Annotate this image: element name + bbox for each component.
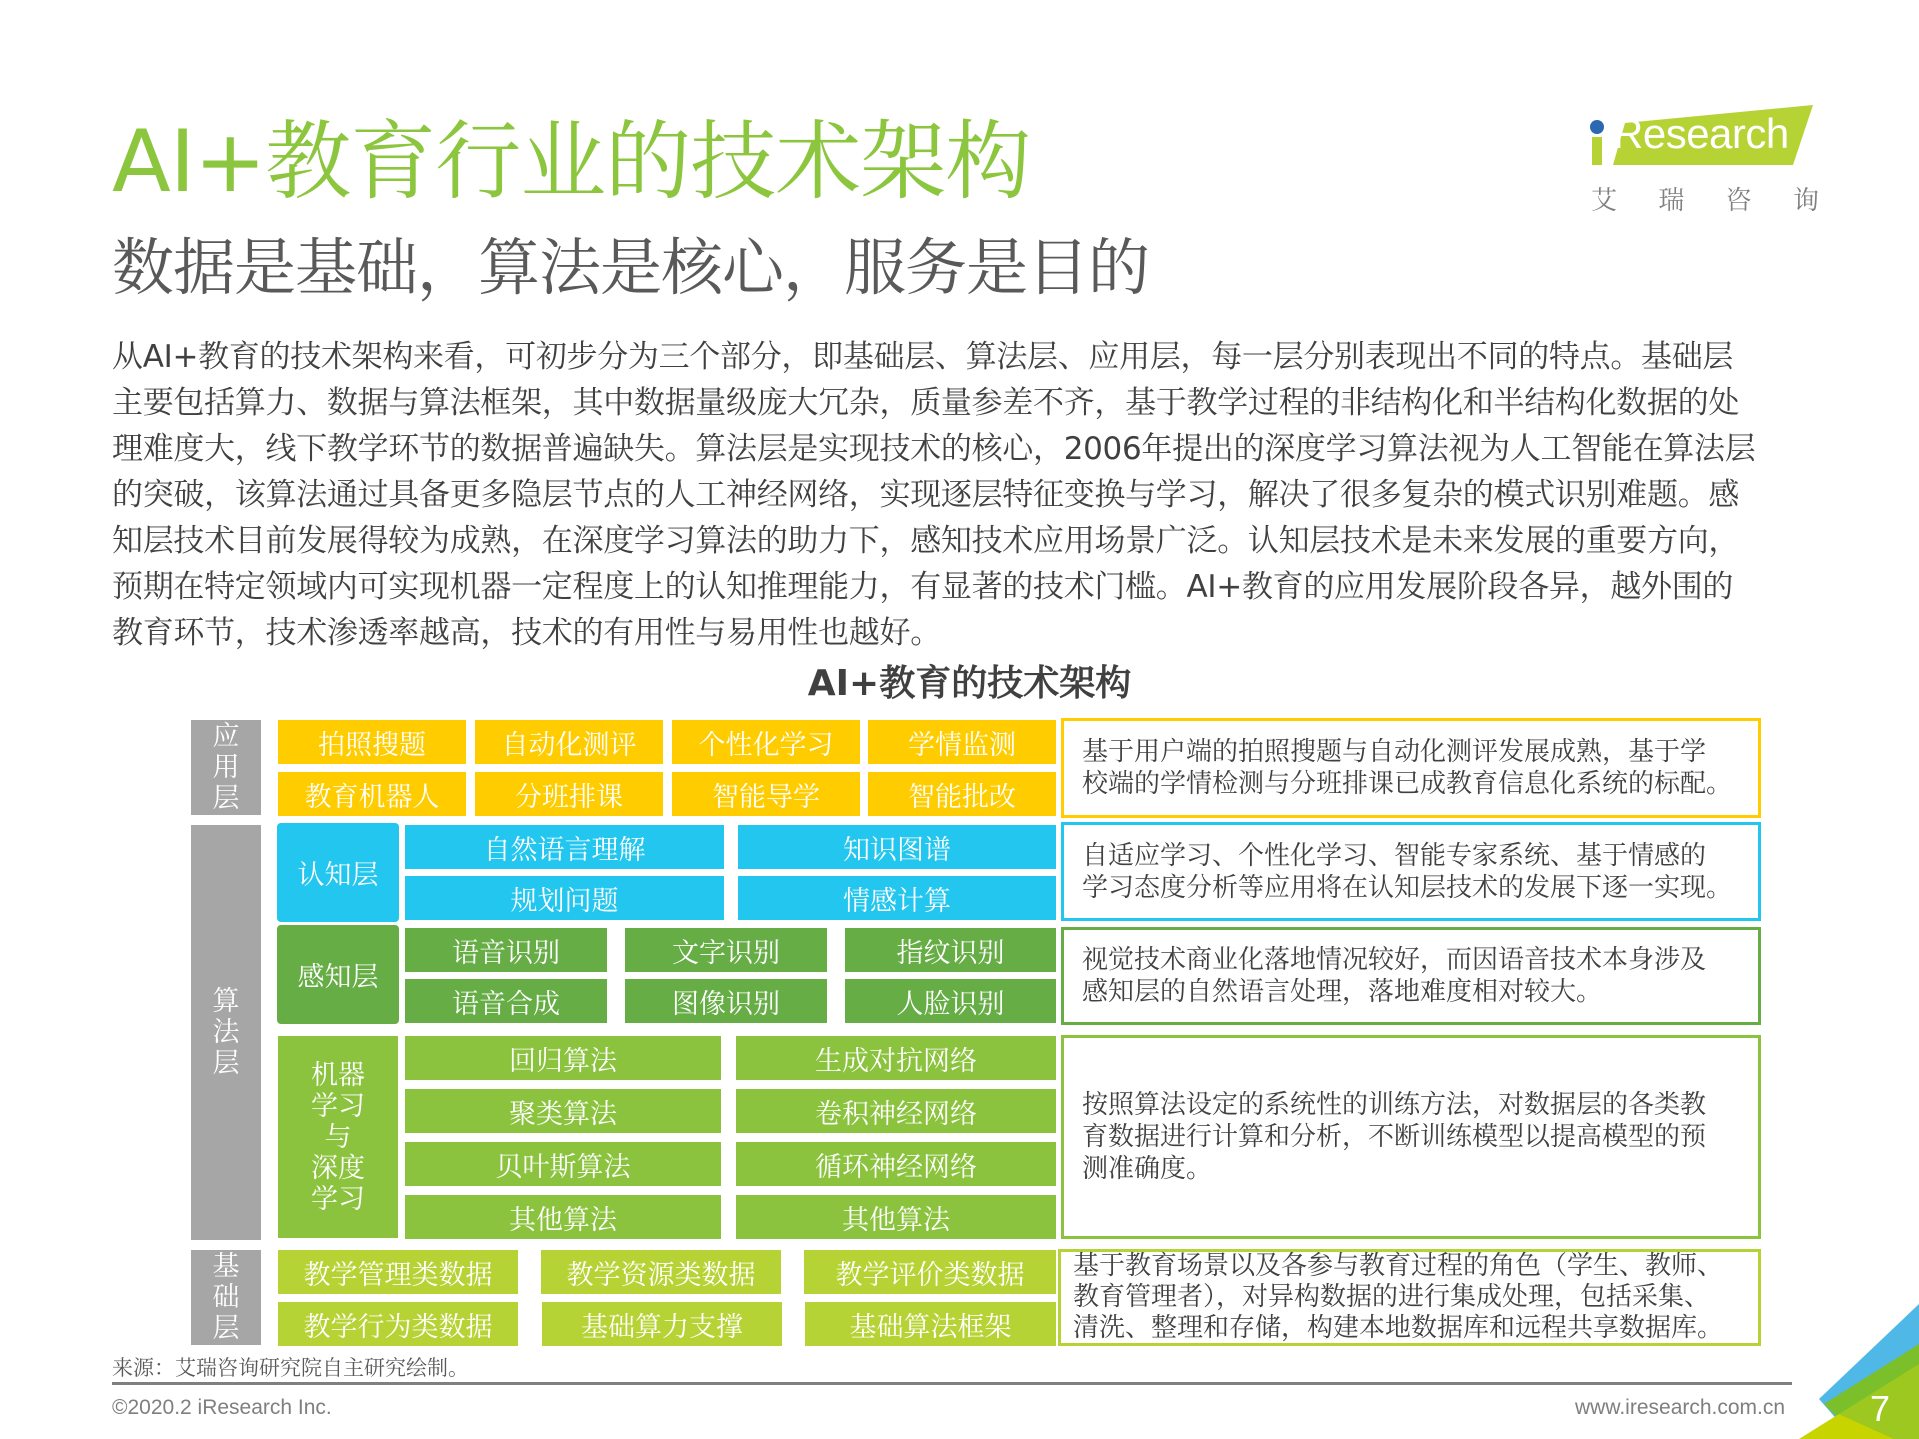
- cognitive-item: 知识图谱: [738, 825, 1056, 869]
- corner-decoration-icon: [1799, 1304, 1919, 1439]
- description-line: 教育管理者），对异构数据的进行集成处理，包括采集、: [1073, 1282, 1711, 1312]
- logo-char: 瑞: [1658, 186, 1685, 216]
- logo-i-dot-icon: [1590, 120, 1604, 134]
- app-item: 个性化学习: [672, 720, 860, 764]
- website-link[interactable]: www.iresearch.com.cn: [1575, 1396, 1786, 1419]
- label-char: 算: [212, 986, 240, 1017]
- paragraph-line: 知层技术目前发展得较为成熟，在深度学习算法的助力下，感知技术应用场景广泛。认知层技术是未来发展的重要方向，: [112, 523, 1740, 559]
- description-line: 测准确度。: [1082, 1154, 1213, 1184]
- description-line: 校端的学情检测与分班排课已成教育信息化系统的标配。: [1082, 769, 1733, 799]
- copyright: ©2020.2 iResearch Inc.: [112, 1396, 332, 1419]
- diagram-title: AI+教育的技术架构: [807, 663, 1132, 704]
- paragraph-line: 预期在特定领域内可实现机器一定程度上的认知推理能力，有显著的技术门槛。AI+教育的应用发展阶段各异，越外围的: [112, 569, 1734, 605]
- label-line: 学习: [311, 1090, 365, 1122]
- description-line: 育数据进行计算和分析，不断训练模型以提高模型的预: [1082, 1122, 1707, 1152]
- foundation-item: 基础算法框架: [805, 1302, 1056, 1346]
- paragraph-line: 理难度大，线下教学环节的数据普遍缺失。算法层是实现技术的核心，2006年提出的深度学习算法视为人工智能在算法层: [112, 431, 1756, 467]
- layer-label-application: [191, 720, 261, 815]
- app-item: 自动化测评: [475, 720, 663, 764]
- ml-item: 聚类算法: [405, 1089, 721, 1133]
- foundation-item: 教学管理类数据: [278, 1250, 518, 1294]
- label-char: 应: [212, 721, 240, 752]
- app-item: 智能批改: [868, 772, 1056, 816]
- paragraph-line: 从AI+教育的技术架构来看，可初步分为三个部分，即基础层、算法层、应用层，每一层分别表现出不同的特点。基础层: [112, 339, 1734, 375]
- logo-brand-text: Research: [1613, 110, 1789, 157]
- description-line: 基于教育场景以及各参与教育过程的角色（学生、教师、: [1073, 1251, 1724, 1281]
- paragraph-line: 主要包括算力、数据与算法框架，其中数据量级庞大冗杂，质量参差不齐，基于教学过程的非结构化和半结构化数据的处: [112, 385, 1740, 421]
- description-line: 视觉技术商业化落地情况较好，而因语音技术本身涉及: [1082, 945, 1707, 975]
- perception-description: [1061, 927, 1761, 1025]
- label-line: 与: [324, 1121, 352, 1153]
- paragraph-line: 的突破，该算法通过具备更多隐层节点的人工神经网络，实现逐层特征变换与学习，解决了很多复杂的模式识别难题。感: [112, 477, 1740, 513]
- source-note: 来源：艾瑞咨询研究院自主研究绘制。: [112, 1356, 469, 1380]
- page-number: 7: [1870, 1388, 1891, 1429]
- ml-description: [1061, 1035, 1761, 1239]
- foundation-item: 教学行为类数据: [278, 1302, 518, 1346]
- perception-item: 图像识别: [625, 979, 827, 1023]
- label-char: 基: [212, 1251, 240, 1282]
- ml-item: 贝叶斯算法: [405, 1142, 721, 1186]
- intro-paragraph: [112, 334, 1812, 656]
- perception-item: 文字识别: [625, 928, 827, 972]
- application-description: [1061, 718, 1761, 818]
- ml-item: 其他算法: [405, 1195, 721, 1239]
- layer-label-foundation: [191, 1250, 261, 1345]
- app-item: 拍照搜题: [278, 720, 466, 764]
- label-line: 机器: [311, 1059, 365, 1091]
- label-char: 层: [212, 1313, 240, 1344]
- logo-char: 艾: [1591, 186, 1618, 216]
- cognitive-item: 规划问题: [405, 876, 724, 920]
- footer-divider: [112, 1382, 1792, 1385]
- description-line: 学习态度分析等应用将在认知层技术的发展下逐一实现。: [1082, 872, 1733, 903]
- description-line: 基于用户端的拍照搜题与自动化测评发展成熟，基于学: [1082, 737, 1707, 767]
- app-item: 智能导学: [672, 772, 860, 816]
- logo-i-stem-icon: [1592, 137, 1602, 165]
- perception-item: 语音识别: [405, 928, 607, 972]
- foundation-item: 基础算力支撑: [542, 1302, 782, 1346]
- iresearch-logo: [1585, 100, 1825, 220]
- label-char: 用: [212, 752, 240, 783]
- description-line: 感知层的自然语言处理，落地难度相对较大。: [1082, 977, 1603, 1007]
- label-line: 学习: [311, 1183, 365, 1215]
- perception-item: 语音合成: [405, 979, 607, 1023]
- cognitive-description: [1061, 822, 1761, 921]
- app-item: 教育机器人: [278, 772, 466, 816]
- ml-item: 循环神经网络: [736, 1142, 1056, 1186]
- label-line: 深度: [311, 1152, 365, 1184]
- page-title: AI+教育行业的技术架构: [112, 112, 1031, 212]
- app-item: 分班排课: [475, 772, 663, 816]
- logo-char: 询: [1792, 186, 1819, 216]
- ml-item: 其他算法: [736, 1195, 1056, 1239]
- sublayer-label-perception: 感知层: [277, 925, 399, 1024]
- ml-item: 卷积神经网络: [736, 1089, 1056, 1133]
- page-subtitle: 数据是基础，算法是核心，服务是目的: [112, 231, 1150, 304]
- paragraph-line: 教育环节，技术渗透率越高，技术的有用性与易用性也越好。: [112, 615, 941, 651]
- description-line: 清洗、整理和存储，构建本地数据库和远程共享数据库。: [1073, 1313, 1724, 1343]
- perception-item: 人脸识别: [845, 979, 1056, 1023]
- sublayer-label-ml-dl: [278, 1036, 398, 1238]
- label-char: 层: [212, 1048, 240, 1079]
- description-line: 按照算法设定的系统性的训练方法，对数据层的各类教: [1082, 1090, 1707, 1120]
- logo-chinese-name: [1591, 180, 1819, 217]
- description-line: 自适应学习、个性化学习、智能专家系统、基于情感的: [1082, 840, 1707, 871]
- label-char: 础: [212, 1282, 240, 1313]
- cognitive-item: 情感计算: [738, 876, 1056, 920]
- label-char: 法: [212, 1017, 240, 1048]
- foundation-description: [1058, 1249, 1761, 1346]
- sublayer-label-cognitive: 认知层: [277, 823, 399, 922]
- foundation-item: 教学资源类数据: [541, 1250, 781, 1294]
- foundation-item: 教学评价类数据: [804, 1250, 1056, 1294]
- perception-item: 指纹识别: [845, 928, 1056, 972]
- app-item: 学情监测: [868, 720, 1056, 764]
- logo-char: 咨: [1725, 186, 1752, 216]
- cognitive-item: 自然语言理解: [405, 825, 724, 869]
- label-char: 层: [212, 783, 240, 814]
- layer-label-algorithm: [191, 825, 261, 1240]
- ml-item: 回归算法: [405, 1036, 721, 1080]
- ml-item: 生成对抗网络: [736, 1036, 1056, 1080]
